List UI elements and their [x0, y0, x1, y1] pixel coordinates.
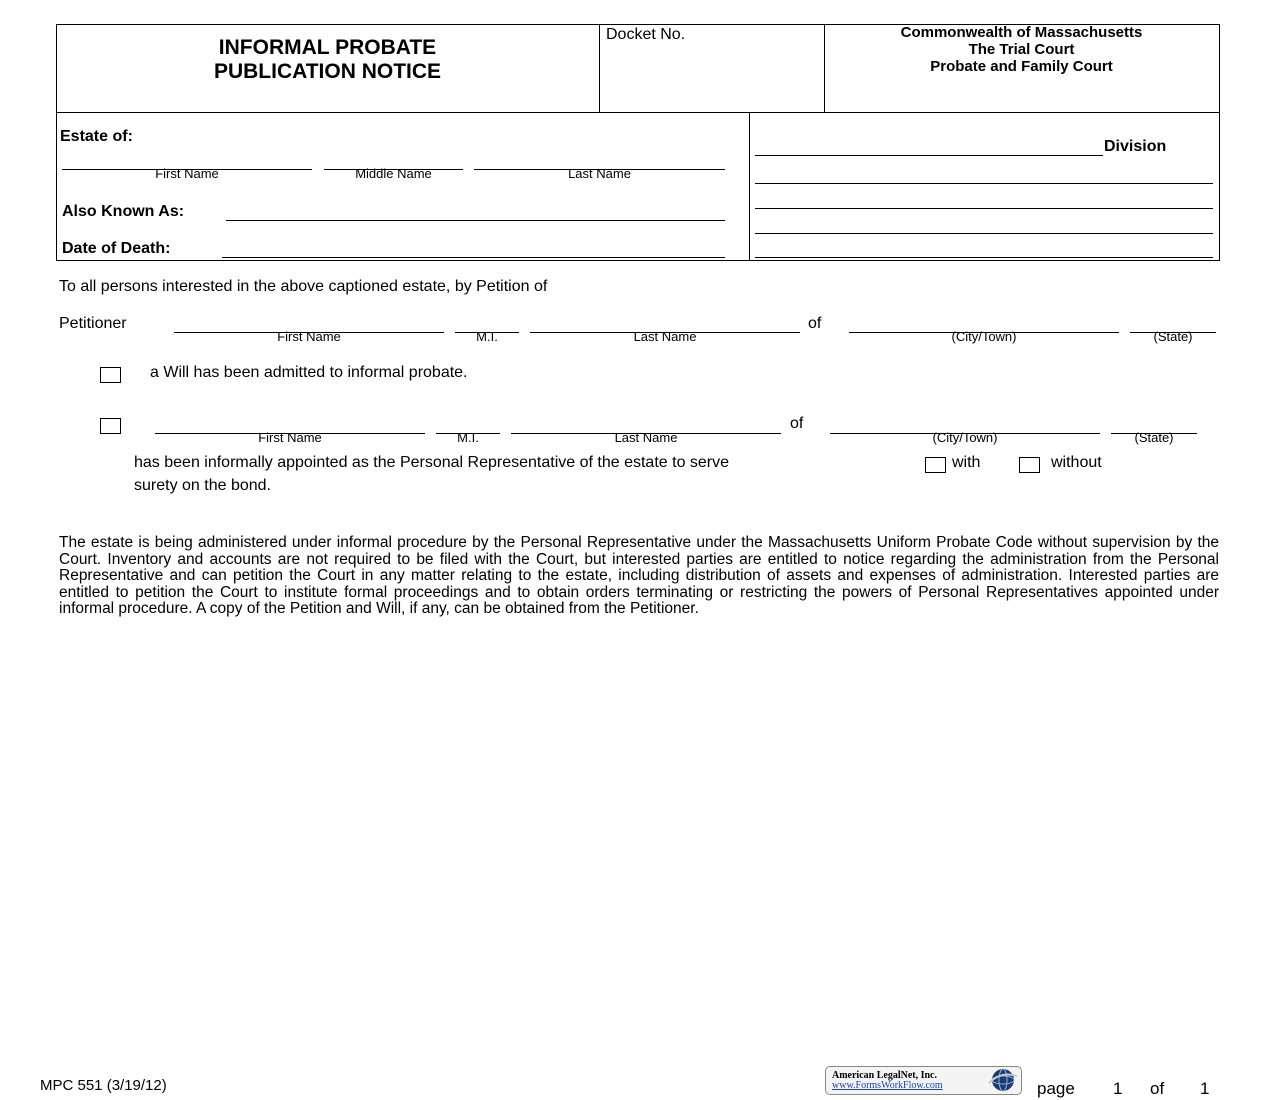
header-divider-1: [599, 24, 600, 112]
appointee-last-name-label: Last Name: [614, 430, 678, 445]
form-title: [56, 36, 599, 84]
form-title-line1: INFORMAL PROBATE: [218, 36, 437, 59]
docket-number-field[interactable]: [602, 46, 821, 108]
vendor-logo-name: American LegalNet, Inc.: [832, 1070, 937, 1081]
petitioner-state-label: (State): [1153, 329, 1193, 344]
petitioner-first-name-label: First Name: [277, 329, 341, 344]
with-surety-label: with: [952, 454, 981, 471]
aka-field[interactable]: [226, 220, 725, 221]
date-of-death-label: Date of Death:: [62, 240, 171, 257]
division-address-line-4[interactable]: [755, 257, 1213, 258]
appointed-text: has been informally appointed as the Personal Representative of the estate to serve: [134, 454, 730, 471]
estate-first-name-label: First Name: [155, 166, 219, 181]
page-label: page: [1037, 1079, 1075, 1098]
globe-icon: [983, 1067, 1019, 1093]
estate-of-label: Estate of:: [60, 128, 133, 145]
estate-divider: [749, 112, 750, 261]
without-surety-label: without: [1051, 454, 1102, 471]
court-line3: Probate and Family Court: [930, 58, 1113, 75]
petitioner-last-name-label: Last Name: [633, 329, 697, 344]
appointee-checkbox[interactable]: [100, 418, 121, 434]
surety-text: surety on the bond.: [134, 477, 271, 494]
petitioner-of-label: of: [808, 315, 822, 332]
petitioner-label: Petitioner: [59, 315, 127, 332]
division-label: Division: [1104, 138, 1167, 155]
form-id: MPC 551 (3/19/12): [40, 1077, 167, 1094]
docket-label: Docket No.: [606, 26, 686, 43]
vendor-logo: [825, 1066, 1022, 1095]
will-admitted-text: a Will has been admitted to informal probate.: [150, 364, 468, 381]
appointee-of-label: of: [790, 415, 804, 432]
appointee-mi-label: M.I.: [457, 430, 479, 445]
page-number: 1: [1113, 1079, 1123, 1098]
division-address-line-2[interactable]: [755, 208, 1213, 209]
estate-table: [56, 112, 1220, 261]
date-of-death-field[interactable]: [222, 257, 725, 258]
appointee-state-label: (State): [1134, 430, 1174, 445]
without-surety-checkbox[interactable]: [1019, 457, 1040, 473]
estate-middle-name-label: Middle Name: [355, 166, 432, 181]
petitioner-mi-label: M.I.: [476, 329, 498, 344]
division-field[interactable]: [755, 155, 1103, 156]
petitioner-city-label: (City/Town): [951, 329, 1017, 344]
will-admitted-checkbox[interactable]: [100, 367, 121, 383]
appointee-first-name-label: First Name: [258, 430, 322, 445]
page-of-label: of: [1150, 1079, 1165, 1098]
aka-label: Also Known As:: [62, 203, 185, 220]
court-name: [825, 24, 1218, 75]
court-line1: Commonwealth of Massachusetts: [900, 24, 1143, 41]
notice-paragraph: The estate is being administered under informal procedure by the Personal Representative under the Massachusetts Uniform Probate Code without supervision by the Court. Inventory and accounts are not required to be filed with the Court, but interested parties are entitled to notice regarding the administration from the Personal Representative and can petition the Court in any matter relating to the estate, including distribution of assets and expenses of administration. Interested parties are entitled to petition the Court to institute formal proceedings and to obtain orders terminating or restricting the powers of Personal Representatives appointed under informal procedure. A copy of the Petition and Will, if any, can be obtained from the Petitioner.: [59, 534, 1219, 618]
division-address-line-1[interactable]: [755, 183, 1213, 184]
appointee-city-label: (City/Town): [932, 430, 998, 445]
form-title-line2: PUBLICATION NOTICE: [213, 60, 442, 83]
court-line2: The Trial Court: [968, 41, 1075, 58]
division-address-line-3[interactable]: [755, 233, 1213, 234]
with-surety-checkbox[interactable]: [925, 457, 946, 473]
vendor-logo-url: www.FormsWorkFlow.com: [832, 1080, 943, 1091]
page-total: 1: [1200, 1079, 1210, 1098]
petition-intro: To all persons interested in the above captioned estate, by Petition of: [59, 278, 548, 295]
estate-last-name-label: Last Name: [568, 166, 631, 181]
